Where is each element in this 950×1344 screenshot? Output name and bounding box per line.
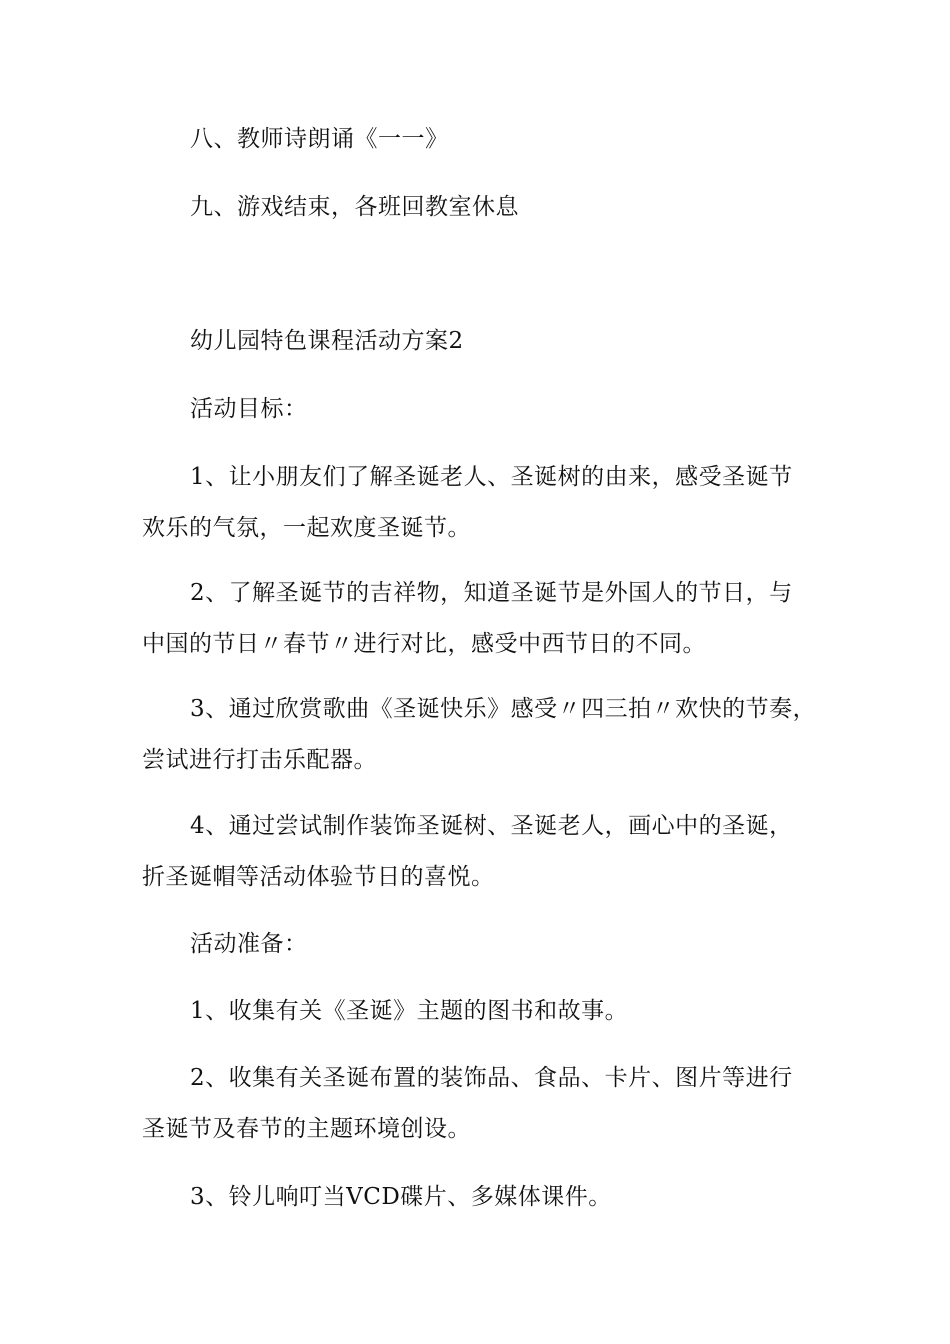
goal-2-line-1: 2、了解圣诞节的吉祥物，知道圣诞节是外国人的节日，与: [190, 580, 793, 606]
plan-title: 幼儿园特色课程活动方案2: [190, 328, 464, 354]
list-item-9: 九、游戏结束，各班回教室休息: [190, 194, 519, 220]
goal-1-line-2: 欢乐的气氛，一起欢度圣诞节。: [142, 515, 471, 541]
list-item-8: 八、教师诗朗诵《一一》: [190, 126, 449, 152]
goal-3-line-2: 尝试进行打击乐配器。: [142, 747, 377, 773]
prep-heading: 活动准备：: [190, 931, 308, 957]
goal-3-line-1: 3、通过欣赏歌曲《圣诞快乐》感受〃四三拍〃欢快的节奏，: [190, 696, 817, 722]
prep-item-3: 3、铃儿响叮当VCD碟片、多媒体课件。: [190, 1184, 612, 1210]
goal-4-line-1: 4、通过尝试制作装饰圣诞树、圣诞老人，画心中的圣诞，: [190, 813, 793, 839]
goal-2-line-2: 中国的节日〃春节〃进行对比，感受中西节日的不同。: [142, 631, 706, 657]
goal-4-line-2: 折圣诞帽等活动体验节日的喜悦。: [142, 864, 495, 890]
prep-item-2-line-2: 圣诞节及春节的主题环境创设。: [142, 1116, 471, 1142]
goals-heading: 活动目标：: [190, 396, 308, 422]
goal-1-line-1: 1、让小朋友们了解圣诞老人、圣诞树的由来，感受圣诞节: [190, 464, 793, 490]
prep-item-2-line-1: 2、收集有关圣诞布置的装饰品、食品、卡片、图片等进行: [190, 1065, 793, 1091]
prep-item-1: 1、收集有关《圣诞》主题的图书和故事。: [190, 998, 629, 1024]
